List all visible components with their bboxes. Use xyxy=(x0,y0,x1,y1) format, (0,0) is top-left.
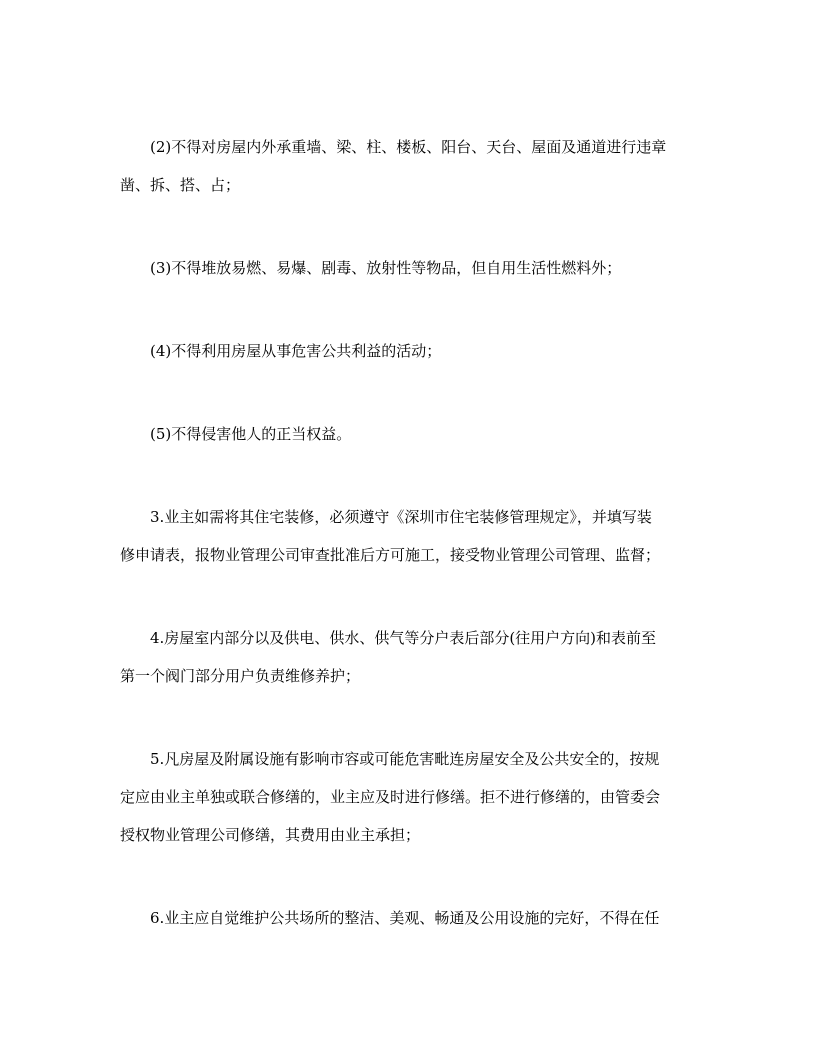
paragraph-line: (4)不得利用房屋从事危害公共利益的活动； xyxy=(150,342,442,360)
paragraph-line: 凿、拆、搭、占； xyxy=(120,176,241,194)
paragraph-line: 授权物业管理公司修缮，其费用由业主承担； xyxy=(120,826,421,844)
paragraph-item-4 xyxy=(120,332,700,370)
paragraph-line: (2)不得对房屋内外承重墙、梁、柱、楼板、阳台、天台、屋面及通道进行违章 xyxy=(150,138,667,156)
paragraph-clause-4 xyxy=(120,619,700,695)
paragraph-item-5 xyxy=(120,415,700,453)
paragraph-line: 5.凡房屋及附属设施有影响市容或可能危害毗连房屋安全及公共安全的，按规 xyxy=(150,750,660,768)
paragraph-line: 修申请表，报物业管理公司审查批准后方可施工，接受物业管理公司管理、监督； xyxy=(120,546,661,564)
paragraph-line: 定应由业主单独或联合修缮的，业主应及时进行修缮。拒不进行修缮的，由管委会 xyxy=(120,788,661,806)
paragraph-line: (3)不得堆放易燃、易爆、剧毒、放射性等物品，但自用生活性燃料外； xyxy=(150,259,622,277)
paragraph-line: 6.业主应自觉维护公共场所的整洁、美观、畅通及公用设施的完好，不得在任 xyxy=(150,909,660,927)
paragraph-clause-6 xyxy=(120,899,700,937)
document-body xyxy=(120,128,700,982)
paragraph-clause-5 xyxy=(120,740,700,854)
paragraph-line: 4.房屋室内部分以及供电、供水、供气等分户表后部分(往用户方向)和表前至 xyxy=(150,629,657,647)
paragraph-line: (5)不得侵害他人的正当权益。 xyxy=(150,425,352,443)
paragraph-clause-3 xyxy=(120,498,700,574)
paragraph-line: 第一个阀门部分用户负责维修养护； xyxy=(120,667,361,685)
paragraph-item-3 xyxy=(120,249,700,287)
paragraph-item-2 xyxy=(120,128,700,204)
paragraph-line: 3.业主如需将其住宅装修，必须遵守《深圳市住宅装修管理规定》，并填写装 xyxy=(150,508,652,526)
